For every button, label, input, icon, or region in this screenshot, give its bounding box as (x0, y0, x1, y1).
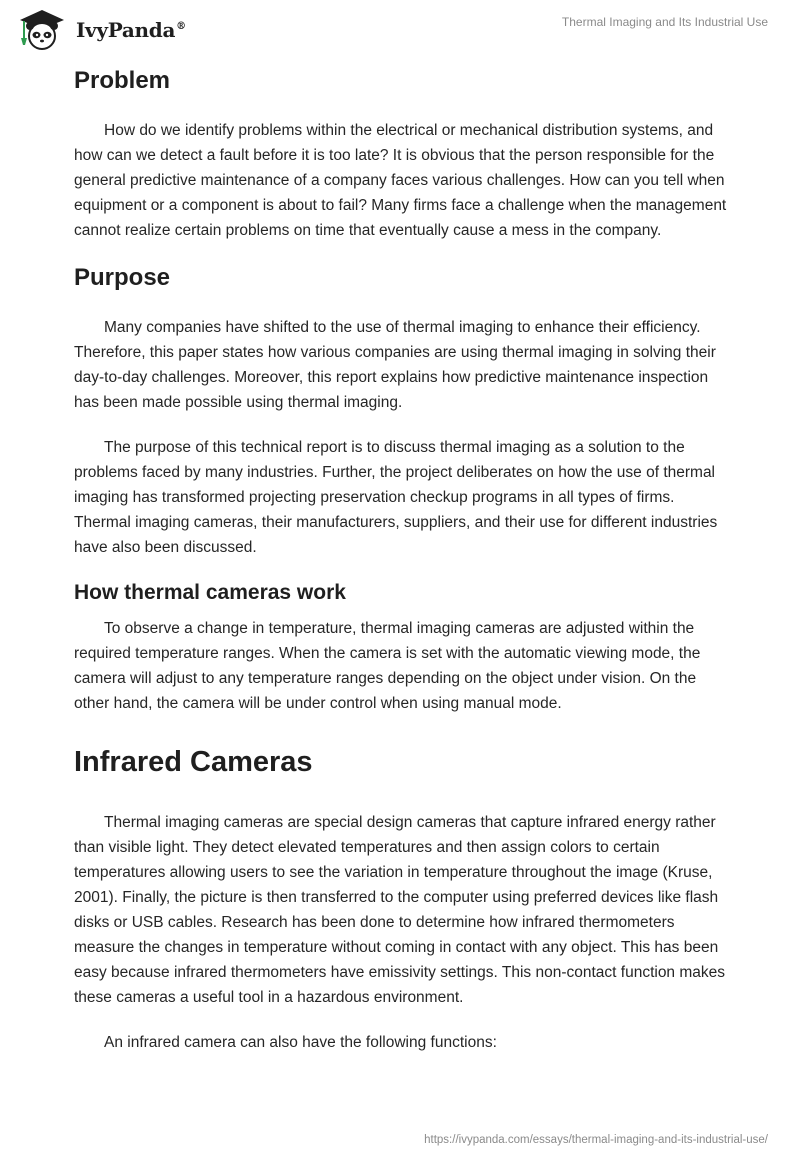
page-header (0, 0, 800, 62)
brand-name: IvyPanda® (76, 18, 186, 42)
paragraph: To observe a change in temperature, thermal imaging cameras are adjusted within the required temperature ranges. When the camera is set with the automatic viewing mode, the camera will adjust to any temperature ranges depending on the object under vision. On the other hand, the camera will be under control when using manual mode. (74, 620, 701, 712)
document-title: Thermal Imaging and Its Industrial Use (561, 15, 768, 29)
paragraph: How do we identify problems within the electrical or mechanical distribution systems, and how can we detect a fault before it is too late? It is obvious that the person responsible for the general predictive maintenance of a company faces various challenges. How can you tell when equipment or a component is about to fail? Many firms face a challenge when the management cannot realize certain problems on time that eventually cause a mess in the company. (74, 122, 727, 239)
paragraph: Thermal imaging cameras are special design cameras that capture infrared energy rather than visible light. They detect elevated temperatures and then assign colors to certain temperatures allowing users to see the variation in temperature throughout the image (Kruse, 2001). Finally, the picture is then transferred to the computer using preferred devices like flash disks or USB cables. Research has been done to determine how infrared thermometers measure the changes in temperature without coming in contact with any object. This has been easy because infrared thermometers have emissivity settings. This non-contact function makes these cameras a useful tool in a hazardous environment. (74, 814, 726, 1006)
section-heading-purpose: Purpose (74, 264, 171, 291)
source-url[interactable]: https://ivypanda.com/essays/thermal-imaging-and-its-industrial-use/ (424, 1134, 768, 1146)
paragraph: An infrared camera can also have the following functions: (104, 1034, 497, 1051)
ivypanda-logo[interactable] (14, 8, 186, 52)
panda-graduation-cap-icon (14, 8, 70, 52)
section-heading-how-cameras-work: How thermal cameras work (74, 581, 346, 604)
paragraph: The purpose of this technical report is to discuss thermal imaging as a solution to the problems faced by many industries. Further, the project deliberates on how the use of thermal imaging has transformed projecting preservation checkup programs in all types of firms. Thermal imaging cameras, their manufacturers, suppliers, and their use for different industries have also been discussed. (74, 439, 718, 556)
section-heading-infrared-cameras: Infrared Cameras (74, 746, 313, 778)
section-heading-problem: Problem (74, 67, 171, 94)
paragraph: Many companies have shifted to the use of thermal imaging to enhance their efficiency. Therefore, this paper states how various companies are using thermal imaging in solving their day-to-day challenges. Moreover, this report explains how predictive maintenance inspection has been made possible using thermal imaging. (74, 319, 716, 411)
essay-content (74, 66, 728, 1075)
